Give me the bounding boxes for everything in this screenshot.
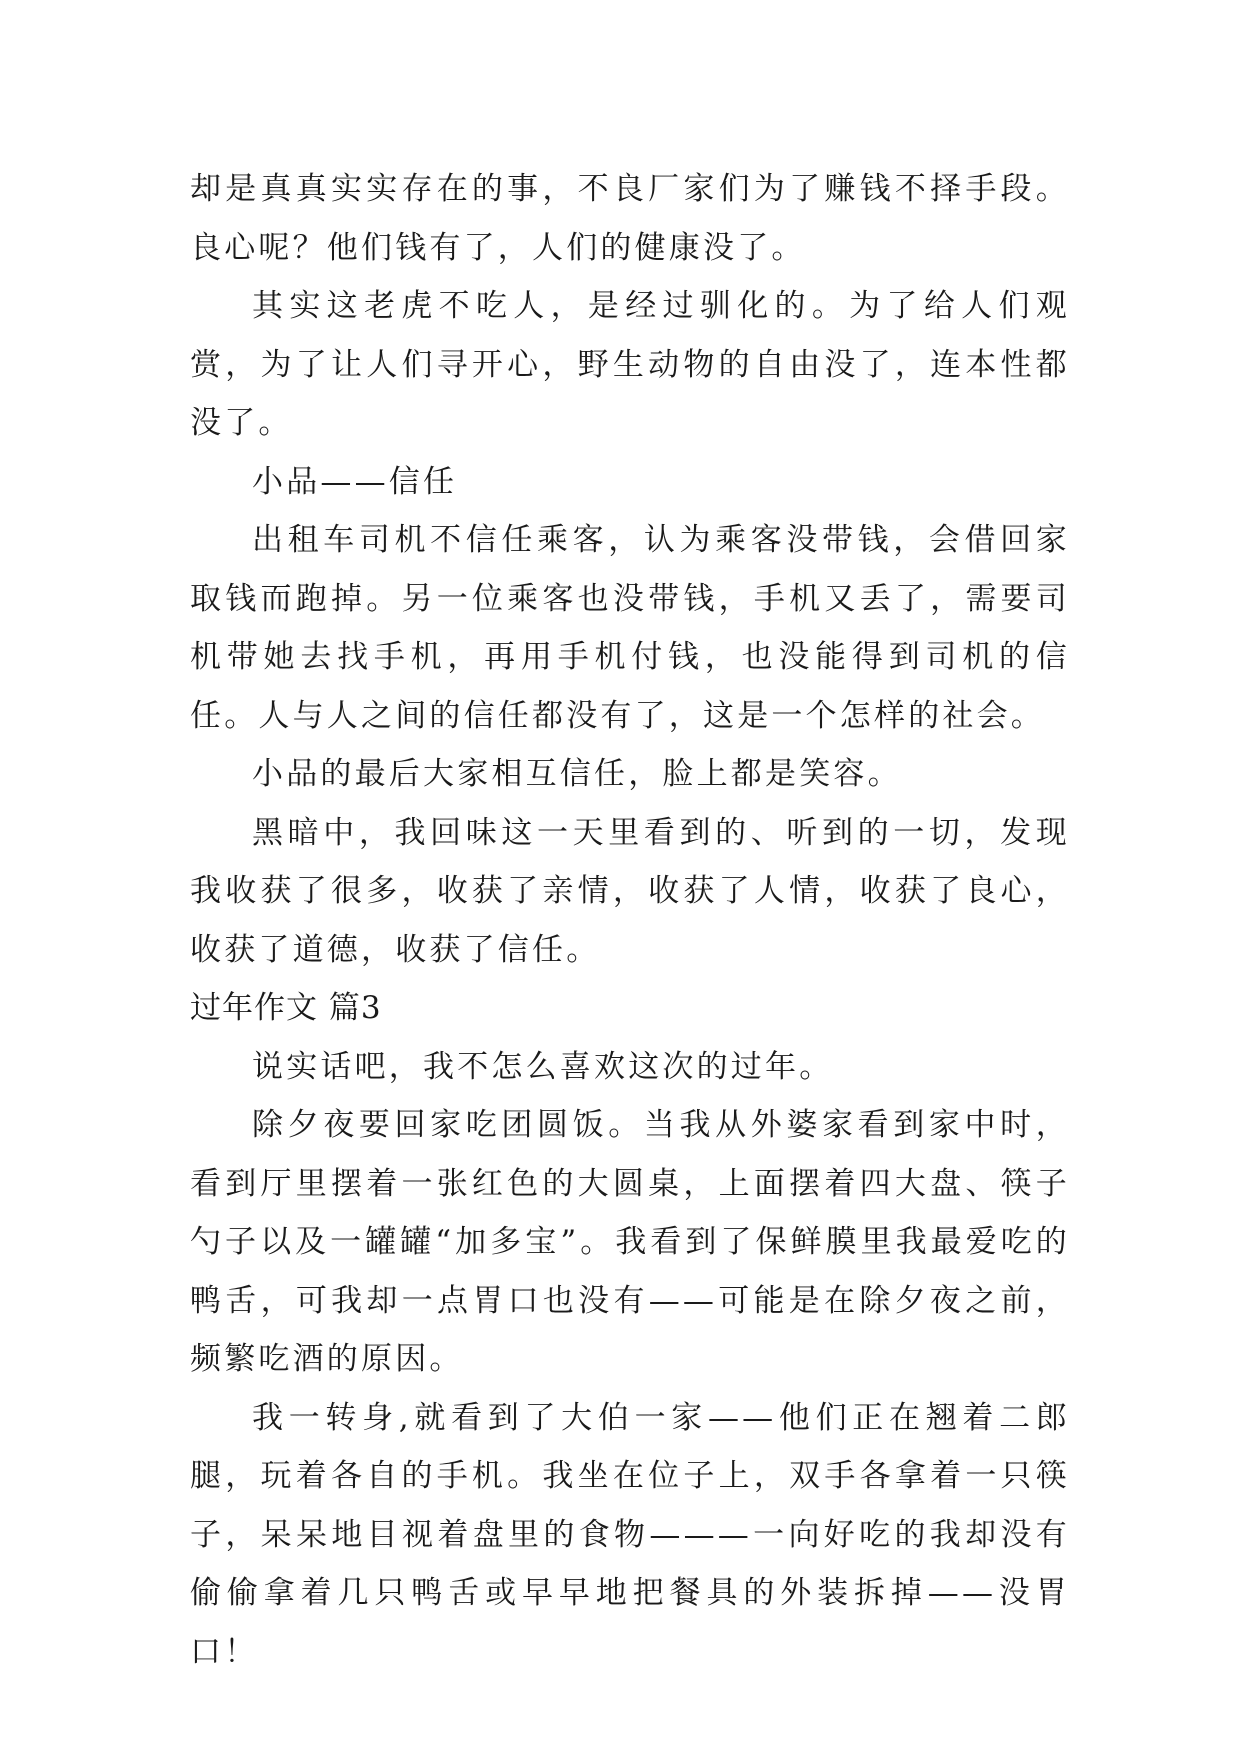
paragraph: 黑暗中，我回味这一天里看到的、听到的一切，发现我收获了很多，收获了亲情，收获了人情，收获了良心，收获了道德，收获了信任。 [190, 814, 1070, 968]
paragraph-subtitle: 小品——信任 [252, 463, 458, 500]
paragraph: 除夕夜要回家吃团圆饭。当我从外婆家看到家中时，看到厅里摆着一张红色的大圆桌，上面摆着四大盘、筷子勺子以及一罐罐“加多宝”。我看到了保鲜膜里我最爱吃的鸭舌，可我却一点胃口也没有——可能是在除夕夜之前，频繁吃酒的原因。 [190, 1107, 1070, 1377]
paragraph: 说实话吧，我不怎么喜欢这次的过年。 [252, 1048, 834, 1085]
paragraph: 我一转身,就看到了大伯一家——他们正在翘着二郎腿，玩着各自的手机。我坐在位子上，双手各拿着一只筷子，呆呆地目视着盘里的食物———一向好吃的我却没有偷偷拿着几只鸭舌或早早地把餐具的外装拆掉——没胃口！ [190, 1399, 1070, 1670]
paragraph: 小品的最后大家相互信任，脸上都是笑容。 [252, 756, 902, 792]
paragraph: 却是真真实实存在的事，不良厂家们为了赚钱不择手段。良心呢？他们钱有了，人们的健康没了。 [190, 171, 1070, 266]
document-body [190, 160, 1070, 1681]
paragraph: 出租车司机不信任乘客，认为乘客没带钱，会借回家取钱而跑掉。另一位乘客也没带钱，手机又丢了，需要司机带她去找手机，再用手机付钱，也没能得到司机的信任。人与人之间的信任都没有了，这是一个怎样的社会。 [190, 522, 1070, 734]
section-heading: 过年作文 篇3 [190, 990, 382, 1026]
paragraph: 其实这老虎不吃人，是经过驯化的。为了给人们观赏，为了让人们寻开心，野生动物的自由没了，连本性都没了。 [190, 288, 1070, 441]
